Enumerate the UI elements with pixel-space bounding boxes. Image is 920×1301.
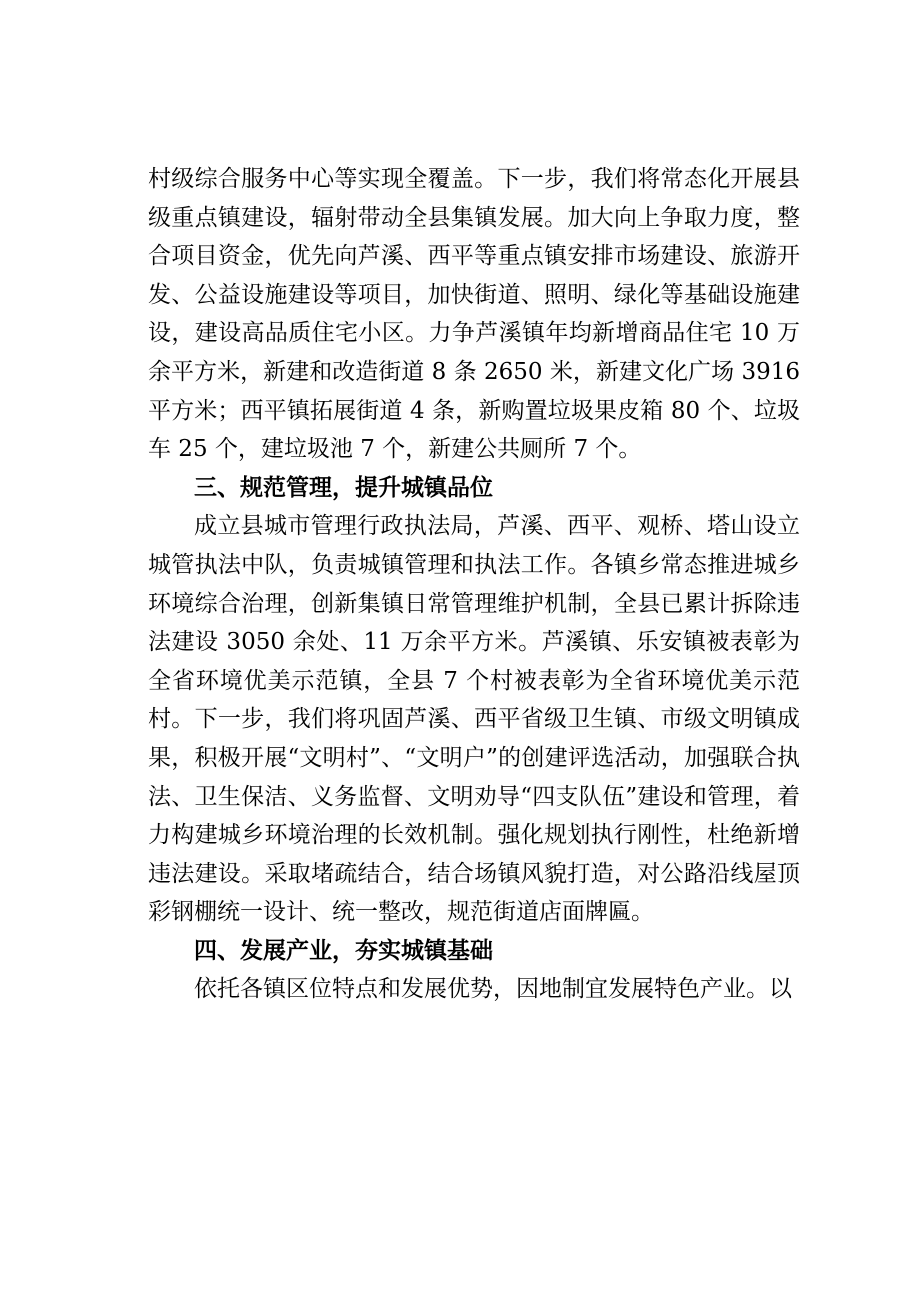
document-body <box>148 160 800 1009</box>
section-heading-three: 三、规范管理，提升城镇品位 <box>194 474 493 501</box>
paragraph-continued: 村级综合服务中心等实现全覆盖。下一步，我们将常态化开展县级重点镇建设，辐射带动全县集镇发展。加大向上争取力度，整合项目资金，优先向芦溪、西平等重点镇安排市场建设、旅游开发、公益设施建设等项目，加快街道、照明、绿化等基础设施建设，建设高品质住宅小区。力争芦溪镇年均新增商品住宅 10 万余平方米，新建和改造街道 8 条 2650 米，新建文化广场 3916 平方米；西平镇拓展街道 4 条，新购置垃圾果皮箱 80 个、垃圾车 25 个，建垃圾池 7 个，新建公共厕所 7 个。 <box>148 166 800 463</box>
section-heading-four: 四、发展产业，夯实城镇基础 <box>194 937 493 964</box>
paragraph-management: 成立县城市管理行政执法局，芦溪、西平、观桥、塔山设立城管执法中队，负责城镇管理和执法工作。各镇乡常态推进城乡环境综合治理，创新集镇日常管理维护机制，全县已累计拆除违法建设 3050 余处、11 万余平方米。芦溪镇、乐安镇被表彰为全省环境优美示范镇，全县 7 个村被表彰为全省环境优美示范村。下一步，我们将巩固芦溪、西平省级卫生镇、市级文明镇成果，积极开展“文明村”、“文明户”的创建评选活动，加强联合执法、卫生保洁、义务监督、文明劝导“四支队伍”建设和管理，着力构建城乡环境治理的长效机制。强化规划执行刚性，杜绝新增违法建设。采取堵疏结合，结合场镇风貌打造，对公路沿线屋顶彩钢棚统一设计、统一整改，规范街道店面牌匾。 <box>148 513 800 926</box>
paragraph-industry: 依托各镇区位特点和发展优势，因地制宜发展特色产业。以 <box>194 976 792 1003</box>
